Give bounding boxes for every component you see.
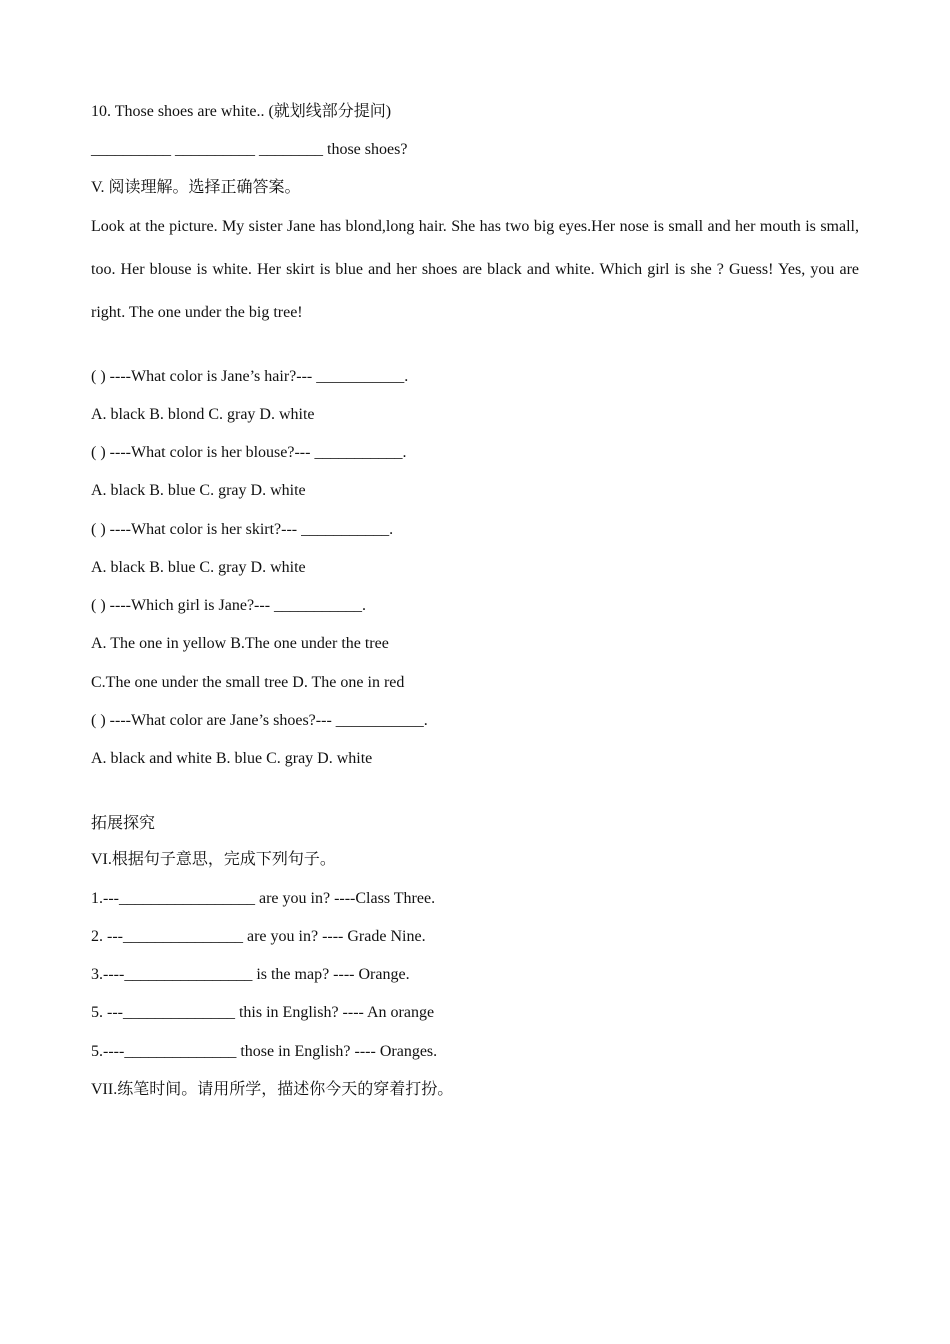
question-10-answer-line: __________ __________ ________ those shoes? [91,141,408,158]
section-6-title: VI.根据句子意思，完成下列句子。 [91,851,336,868]
section-7-title: VII.练笔时间。请用所学，描述你今天的穿着打扮。 [91,1081,454,1098]
reading-question-4: ( ) ----Which girl is Jane?--- ___________. [91,597,367,614]
reading-question-1: ( ) ----What color is Jane’s hair?--- ___________. [91,368,409,385]
completion-item-1: 1.---_________________ are you in? ----Class Three. [91,890,436,907]
completion-item-4: 5. ---______________ this in English? ---- An orange [91,1004,435,1021]
reading-question-2-options: A. black B. blue C. gray D. white [91,482,306,499]
reading-question-3-options: A. black B. blue C. gray D. white [91,559,306,576]
completion-item-3: 3.----________________ is the map? ---- Orange. [91,966,410,983]
reading-question-4-options-continued: C.The one under the small tree D. The one in red [91,674,405,691]
reading-question-1-options: A. black B. blond C. gray D. white [91,406,315,423]
completion-item-5: 5.----______________ those in English? ---- Oranges. [91,1043,438,1060]
reading-passage: Look at the picture. My sister Jane has blond,long hair. She has two big eyes.Her nose is small and her mouth is small, too. Her blouse is white. Her skirt is blue and her shoes are black and white. Which girl is she ? Guess! Yes, you are right. The one under the big tree! [91,218,859,321]
question-10-prompt: 10. Those shoes are white.. (就划线部分提问) [91,103,392,120]
reading-question-2: ( ) ----What color is her blouse?--- ___________. [91,444,407,461]
reading-question-5: ( ) ----What color are Jane’s shoes?--- ___________. [91,712,428,729]
extension-heading: 拓展探究 [91,815,156,832]
reading-question-3: ( ) ----What color is her skirt?--- ___________. [91,521,394,538]
reading-heading: V. 阅读理解。选择正确答案。 [91,179,301,196]
completion-item-2: 2. ---_______________ are you in? ---- Grade Nine. [91,928,426,945]
reading-question-5-options: A. black and white B. blue C. gray D. white [91,750,373,767]
reading-question-4-options: A. The one in yellow B.The one under the tree [91,635,389,652]
